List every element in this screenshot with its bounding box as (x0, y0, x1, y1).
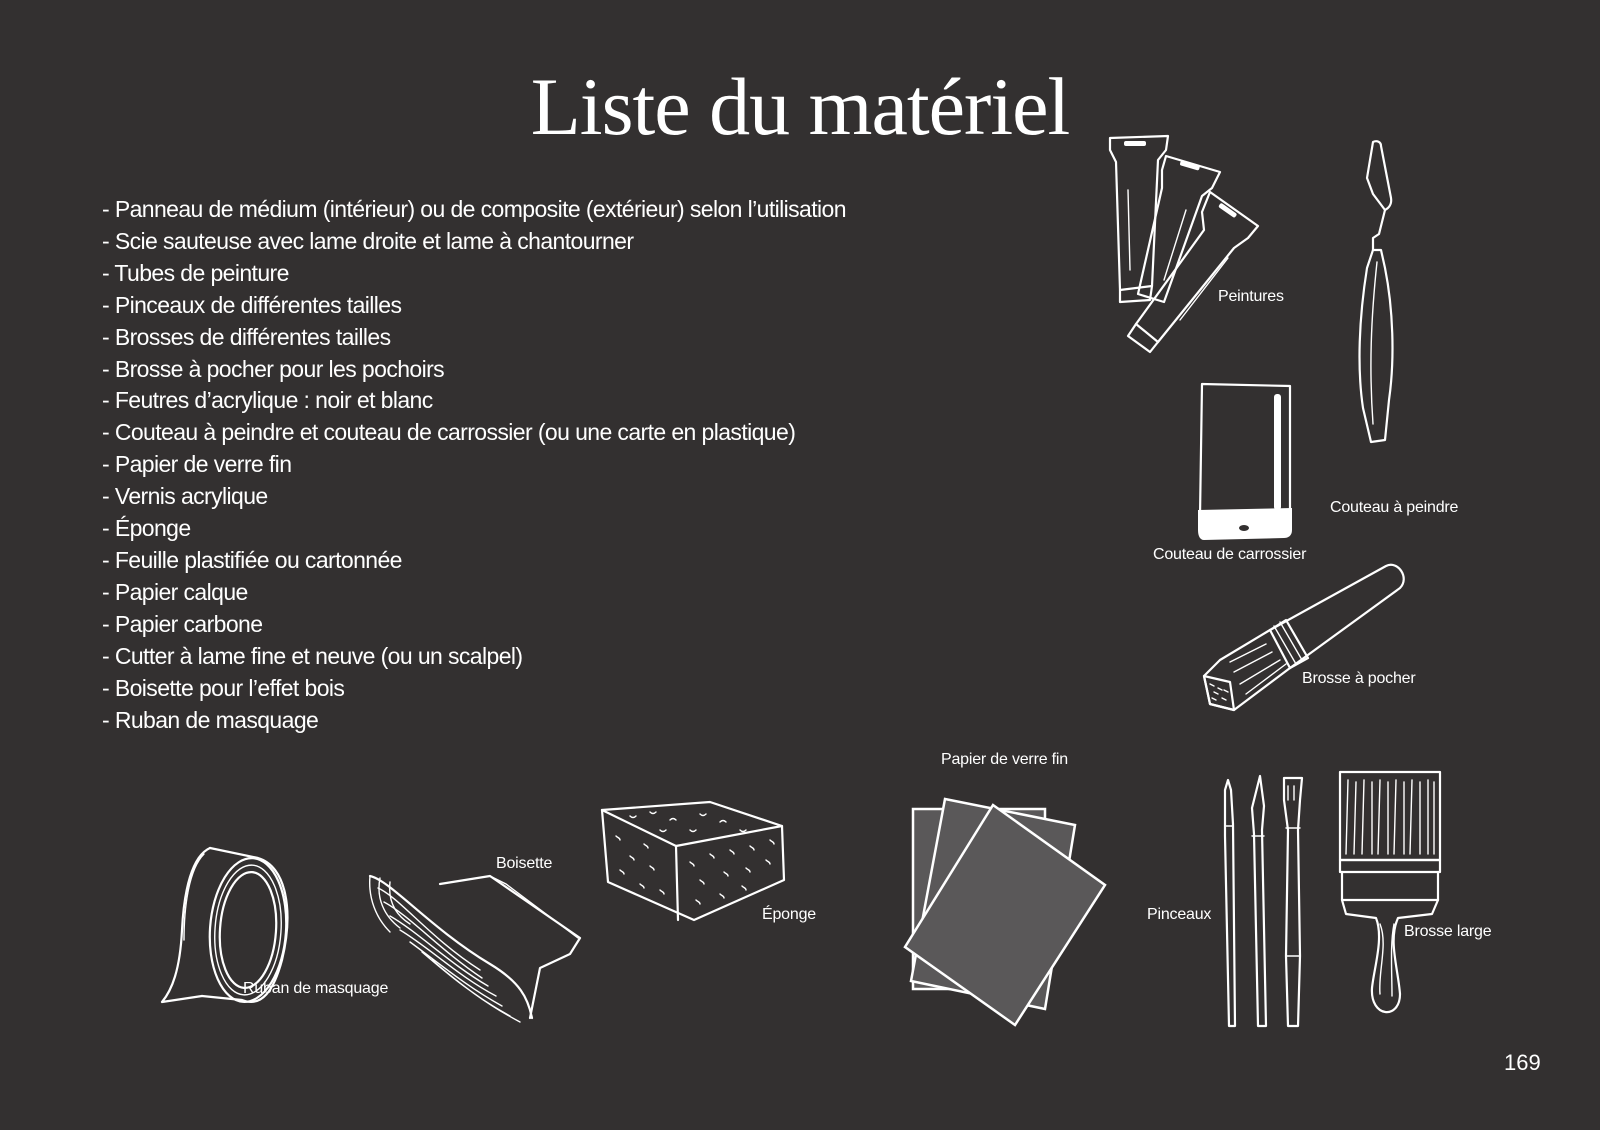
paint-tubes-icon (1100, 130, 1260, 350)
list-item: - Boisette pour l’effet bois (102, 674, 345, 701)
body-filler-knife-icon (1196, 380, 1296, 545)
paintbrushes-icon (1218, 776, 1308, 1031)
list-item: - Couteau à peindre et couteau de carrossier (ou une carte en plastique) (102, 419, 796, 446)
list-item: - Brosses de différentes tailles (102, 323, 391, 350)
list-item: - Panneau de médium (intérieur) ou de composite (extérieur) selon l’utilisation (102, 196, 846, 222)
label-couteau-peindre: Couteau à peindre (1330, 499, 1459, 516)
wide-brush-icon (1336, 768, 1446, 1028)
label-ruban: Ruban de masquage (243, 980, 389, 997)
materials-list (102, 194, 846, 736)
list-item: - Vernis acrylique (102, 483, 268, 510)
label-papier-verre: Papier de verre fin (941, 751, 1068, 768)
list-item: - Ruban de masquage (102, 706, 319, 733)
list-item: - Feuille plastifiée ou cartonnée (102, 546, 402, 573)
list-item: - Scie sauteuse avec lame droite et lame à chantourner (102, 227, 634, 254)
label-brosse-pocher: Brosse à pocher (1302, 670, 1416, 687)
label-couteau-carrossier: Couteau de carrossier (1153, 546, 1307, 563)
page-number: 169 (1504, 1050, 1541, 1075)
list-item: - Brosse à pocher pour les pochoirs (102, 355, 445, 382)
page-title: Liste du matériel (530, 61, 1070, 152)
list-item: - Pinceaux de différentes tailles (102, 291, 402, 318)
label-eponge: Éponge (762, 906, 816, 923)
label-peintures: Peintures (1218, 288, 1284, 305)
label-boisette: Boisette (496, 855, 553, 872)
list-item: - Tubes de peinture (102, 259, 289, 286)
list-item: - Papier calque (102, 578, 248, 605)
stencil-brush-icon (1200, 560, 1410, 730)
wood-grain-tool-icon (370, 868, 580, 1028)
list-item: - Cutter à lame fine et neuve (ou un scalpel) (102, 642, 523, 669)
sandpaper-icon (905, 795, 1105, 1035)
list-item: - Feutres d’acrylique : noir et blanc (102, 387, 433, 414)
label-brosse-large: Brosse large (1404, 923, 1492, 940)
list-item: - Papier carbone (102, 610, 263, 637)
list-item: - Papier de verre fin (102, 451, 292, 478)
list-item: - Éponge (102, 515, 191, 542)
palette-knife-icon (1355, 138, 1405, 458)
sponge-icon (600, 800, 790, 920)
label-pinceaux: Pinceaux (1147, 906, 1212, 923)
